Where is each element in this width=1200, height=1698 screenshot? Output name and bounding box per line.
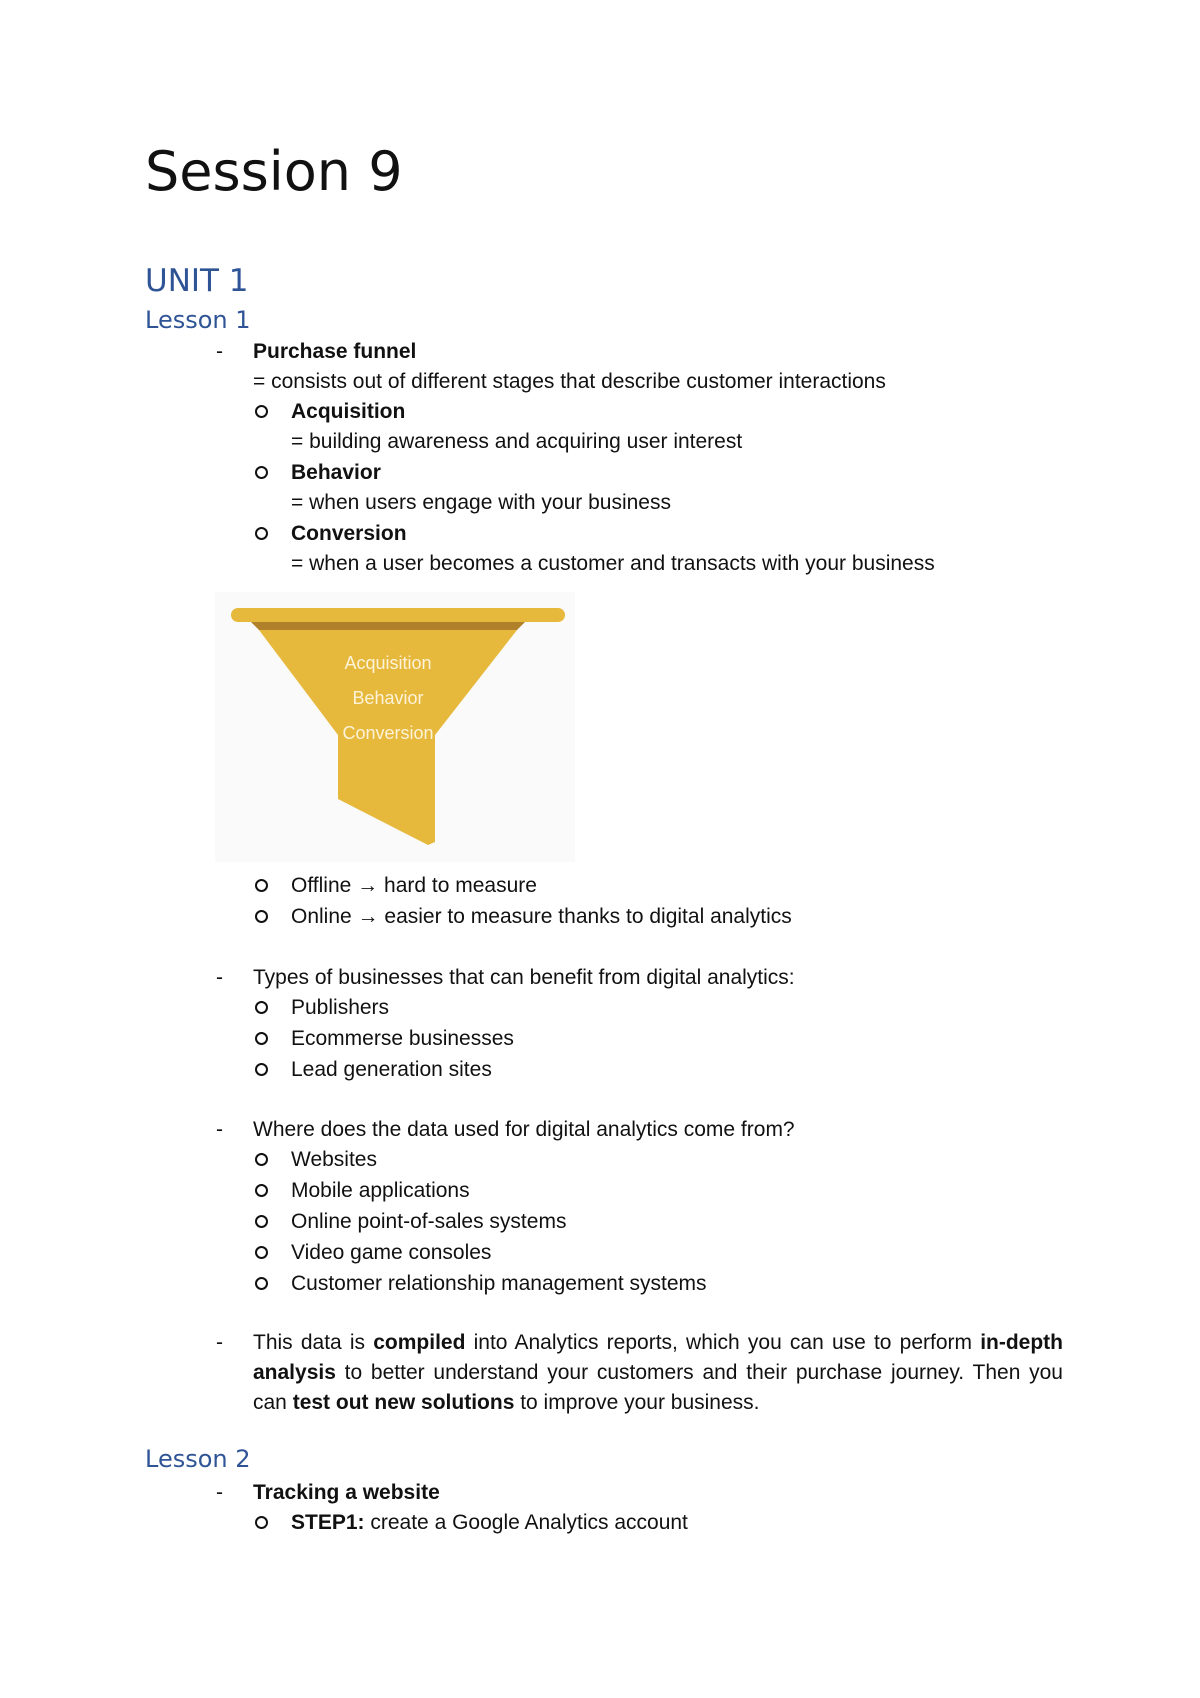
step1-line: STEP1: create a Google Analytics account	[291, 1511, 688, 1534]
list-item: Lead generation sites	[291, 1058, 492, 1081]
funnel-label-behavior: Behavior	[352, 688, 424, 708]
funnel-label-conversion: Conversion	[342, 723, 434, 743]
stage-behavior-term: Behavior	[291, 461, 381, 484]
unit-heading: UNIT 1	[145, 263, 249, 299]
list-dash: -	[216, 966, 223, 989]
list-dash: -	[216, 1481, 223, 1504]
purchase-funnel-definition: = consists out of different stages that describe customer interactions	[253, 370, 886, 393]
stage-conversion-term: Conversion	[291, 522, 407, 545]
sources-intro: Where does the data used for digital analytics come from?	[253, 1118, 795, 1141]
funnel-rim-shadow	[251, 622, 525, 630]
arrow-icon: →	[357, 905, 379, 928]
tracking-item: Tracking a website	[253, 1481, 440, 1504]
bullet-icon	[255, 1032, 268, 1045]
online-line: Online → easier to measure thanks to digital analytics	[291, 905, 792, 928]
bullet-icon	[255, 910, 268, 923]
bullet-icon	[255, 1001, 268, 1014]
bullet-icon	[255, 879, 268, 892]
bullet-icon	[255, 466, 268, 479]
bullet-icon	[255, 1153, 268, 1166]
bullet-icon	[255, 1063, 268, 1076]
funnel-label-acquisition: Acquisition	[344, 653, 432, 673]
bullet-icon	[255, 527, 268, 540]
arrow-icon: →	[357, 874, 379, 897]
list-item: Mobile applications	[291, 1179, 470, 1202]
list-item: Customer relationship management systems	[291, 1272, 707, 1295]
purchase-funnel-term: Purchase funnel	[253, 340, 417, 363]
lesson-1-heading: Lesson 1	[145, 306, 251, 334]
bullet-icon	[255, 1246, 268, 1259]
list-item: Websites	[291, 1148, 377, 1171]
list-dash: -	[216, 1118, 223, 1141]
offline-line: Offline → hard to measure	[291, 874, 537, 897]
list-dash: -	[216, 340, 223, 363]
bullet-icon	[255, 1184, 268, 1197]
compiled-paragraph: This data is compiled into Analytics reports, which you can use to perform in-depth analysis to better understand your customers and their purchase journey. Then you can test out new solutions to improve your business.	[253, 1331, 1063, 1414]
list-item: Ecommerse businesses	[291, 1027, 514, 1050]
purchase-funnel-diagram	[215, 592, 575, 862]
page-title: Session 9	[145, 140, 403, 203]
stage-behavior-definition: = when users engage with your business	[291, 491, 671, 514]
list-item: Online point-of-sales systems	[291, 1210, 567, 1233]
bullet-icon	[255, 1277, 268, 1290]
bullet-icon	[255, 1215, 268, 1228]
bullet-icon	[255, 1516, 268, 1529]
list-item: Video game consoles	[291, 1241, 492, 1264]
stage-acquisition-term: Acquisition	[291, 400, 406, 423]
bullet-icon	[255, 405, 268, 418]
funnel-rim	[231, 608, 565, 622]
businesses-intro: Types of businesses that can benefit from digital analytics:	[253, 966, 795, 989]
stage-conversion-definition: = when a user becomes a customer and transacts with your business	[291, 552, 935, 575]
list-dash: -	[216, 1331, 223, 1354]
list-item: Publishers	[291, 996, 390, 1019]
lesson-2-heading: Lesson 2	[145, 1445, 251, 1473]
stage-acquisition-definition: = building awareness and acquiring user interest	[291, 430, 743, 453]
